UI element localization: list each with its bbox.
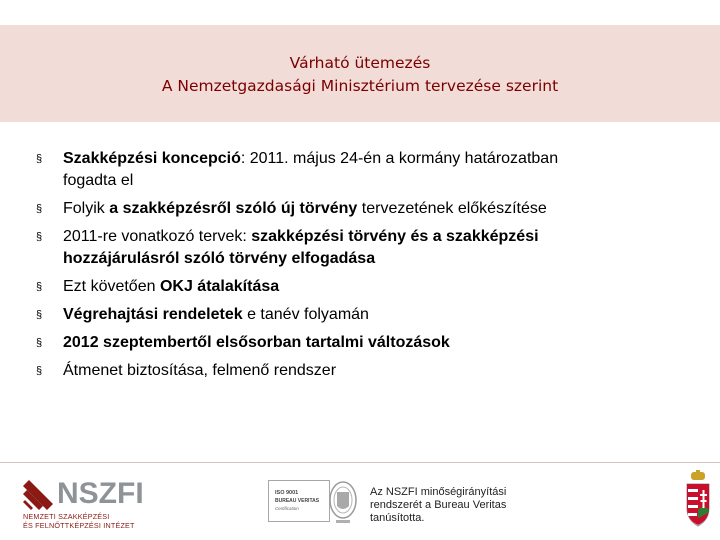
bullet-marker-icon: §: [36, 309, 43, 321]
bullet-item: [36, 148, 676, 192]
bullet-marker-icon: §: [36, 153, 43, 165]
bullet-line: [63, 332, 676, 354]
bullet-list: [36, 148, 676, 388]
cert-iso-label: ISO 9001: [275, 490, 299, 496]
bullet-bold-text: Szakképzési koncepció: [63, 150, 241, 167]
bullet-text: fogadta el: [63, 172, 134, 189]
cert-line-3: tanúsította.: [370, 512, 425, 524]
bullet-line: [63, 248, 676, 270]
bullet-item: [36, 226, 676, 270]
bullet-marker-icon: §: [36, 365, 43, 377]
hungarian-coat-of-arms-icon: [683, 470, 713, 532]
bullet-bold-text: a szakképzésről szóló új törvény: [109, 200, 358, 217]
slide-title: [0, 52, 720, 98]
bullet-marker-icon: §: [36, 337, 43, 349]
bullet-marker-icon: §: [36, 203, 43, 215]
bullet-line: [63, 170, 676, 192]
bullet-item: [36, 198, 676, 220]
bullet-text: Átmenet biztosítása, felmenő rendszer: [63, 362, 337, 379]
bullet-bold-text: Végrehajtási rendeletek: [63, 306, 243, 323]
bullet-line: [63, 226, 676, 248]
nszfi-logo: [23, 477, 183, 530]
iso-certificate-badge: [268, 480, 330, 522]
bullet-item: [36, 360, 676, 382]
bullet-line: [63, 360, 676, 382]
nszfi-logo-name: NSZFI: [57, 477, 144, 510]
bullet-line: [63, 148, 676, 170]
nszfi-logo-mark-icon: [23, 480, 53, 510]
footer-divider: [0, 462, 720, 463]
nszfi-logo-subtitle-1: NEMZETI SZAKKÉPZÉSI: [23, 512, 110, 521]
title-line-2: A Nemzetgazdasági Minisztérium tervezése szerint: [161, 77, 559, 95]
bullet-bold-text: szakképzési törvény és a szakképzési: [251, 228, 539, 245]
bullet-bold-text: hozzájárulásról szóló törvény elfogadása: [63, 250, 376, 267]
bullet-marker-icon: §: [36, 281, 43, 293]
title-line-1: Várható ütemezés: [289, 54, 431, 72]
bureau-veritas-seal-icon: [328, 478, 358, 526]
bullet-item: [36, 276, 676, 298]
bullet-bold-text: 2012 szeptembertől elsősorban tartalmi változások: [63, 334, 450, 351]
cert-line-2: rendszerét a Bureau Veritas: [370, 499, 507, 511]
bullet-item: [36, 332, 676, 354]
bullet-line: [63, 276, 676, 298]
bullet-text: tervezetének előkészítése: [357, 200, 547, 217]
cert-bv-label: BUREAU VERITAS: [275, 498, 320, 504]
bullet-text: Folyik: [63, 200, 110, 217]
certification-statement: [370, 486, 506, 525]
cert-certification-label: Certification: [275, 506, 299, 511]
bullet-marker-icon: §: [36, 231, 43, 243]
bullet-text: Ezt követően: [63, 278, 160, 295]
bullet-text: 2011-re vonatkozó tervek:: [63, 228, 252, 245]
bullet-line: [63, 304, 676, 326]
bullet-bold-text: OKJ átalakítása: [159, 278, 280, 295]
bullet-text: e tanév folyamán: [242, 306, 369, 323]
bullet-item: [36, 304, 676, 326]
bullet-line: [63, 198, 676, 220]
nszfi-logo-subtitle-2: ÉS FELNŐTTKÉPZÉSI INTÉZET: [23, 521, 135, 530]
cert-line-1: Az NSZFI minőségirányítási: [370, 486, 507, 498]
bullet-text: : 2011. május 24-én a kormány határozatban: [240, 150, 559, 167]
